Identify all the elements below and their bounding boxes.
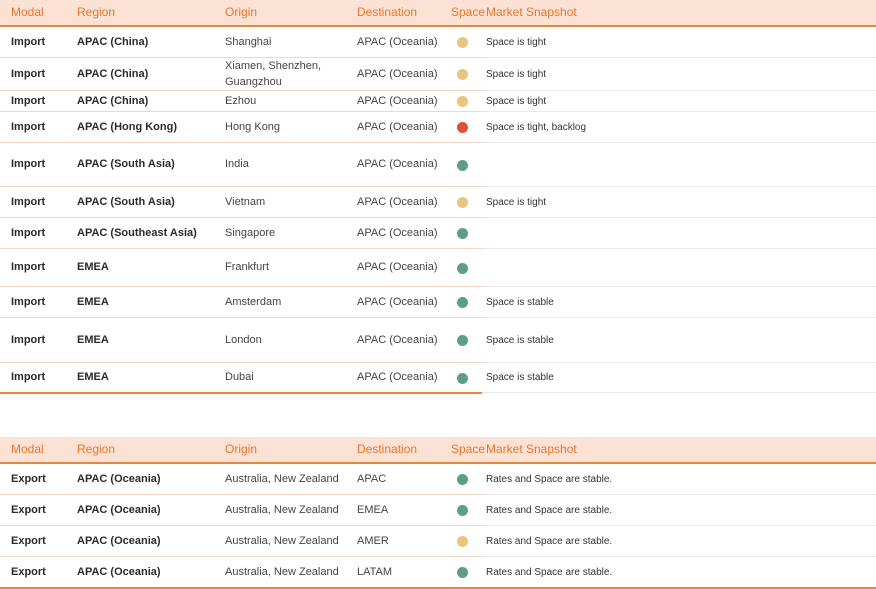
header-space: Space — [451, 5, 486, 19]
space-status-dot-green — [457, 263, 468, 274]
cell-origin: India — [225, 158, 249, 170]
header-origin: Origin — [225, 5, 258, 19]
table-row — [0, 91, 876, 112]
cell-modal: Import — [11, 36, 46, 48]
import-table-bottom-rule — [0, 392, 482, 394]
cell-market-snapshot: Rates and Space are stable. — [486, 567, 613, 578]
cell-region: APAC (Oceania) — [77, 535, 161, 547]
table-row — [0, 249, 876, 287]
cell-modal: Import — [11, 296, 46, 308]
cell-modal: Import — [11, 227, 46, 239]
cell-region: EMEA — [77, 334, 109, 346]
cell-modal: Export — [11, 504, 46, 516]
cell-region: APAC (China) — [77, 36, 149, 48]
cell-destination: APAC (Oceania) — [357, 95, 438, 107]
cell-region: EMEA — [77, 371, 109, 383]
cell-modal: Export — [11, 535, 46, 547]
cell-origin: Xiamen, Shenzhen, Guangzhou — [225, 60, 322, 88]
cell-destination: APAC (Oceania) — [357, 121, 438, 133]
table-row — [0, 495, 876, 526]
space-status-dot-amber — [457, 96, 468, 107]
space-status-dot-green — [457, 297, 468, 308]
cell-origin: Australia, New Zealand — [225, 473, 339, 485]
space-status-dot-green — [457, 505, 468, 516]
table-row — [0, 187, 876, 218]
header-market-snapshot: Market Snapshot — [486, 442, 577, 456]
cell-modal: Export — [11, 473, 46, 485]
cell-origin: Amsterdam — [225, 296, 282, 308]
cell-modal: Import — [11, 261, 46, 273]
cell-market-snapshot: Rates and Space are stable. — [486, 536, 613, 547]
cell-region: EMEA — [77, 261, 109, 273]
table-row — [0, 27, 876, 58]
cell-modal: Import — [11, 371, 46, 383]
import-table-header — [0, 0, 876, 27]
cell-market-snapshot: Space is stable — [486, 335, 554, 346]
header-destination: Destination — [357, 5, 418, 19]
cell-market-snapshot: Space is tight, backlog — [486, 122, 587, 133]
cell-destination: APAC (Oceania) — [357, 68, 438, 80]
cell-destination: APAC (Oceania) — [357, 296, 438, 308]
space-status-dot-green — [457, 160, 468, 171]
cell-region: APAC (South Asia) — [77, 158, 175, 170]
header-destination: Destination — [357, 442, 418, 456]
cell-destination: APAC — [357, 473, 387, 485]
header-space: Space — [451, 442, 486, 456]
header-origin: Origin — [225, 442, 258, 456]
space-status-dot-green — [457, 335, 468, 346]
table-row — [0, 363, 876, 393]
cell-market-snapshot: Space is tight — [486, 96, 547, 107]
header-region: Region — [77, 5, 116, 19]
cell-market-snapshot: Rates and Space are stable. — [486, 505, 613, 516]
header-market-snapshot: Market Snapshot — [486, 5, 577, 19]
row-divider — [484, 392, 876, 393]
header-modal: Modal — [11, 442, 44, 456]
cell-region: APAC (Oceania) — [77, 504, 161, 516]
table-row — [0, 287, 876, 318]
cell-modal: Import — [11, 196, 46, 208]
cell-origin: Vietnam — [225, 196, 266, 208]
cell-region: APAC (South Asia) — [77, 196, 175, 208]
cell-destination: APAC (Oceania) — [357, 227, 438, 239]
cell-modal: Import — [11, 95, 46, 107]
table-row — [0, 218, 876, 249]
cell-origin: Australia, New Zealand — [225, 535, 339, 547]
cell-origin: Ezhou — [225, 95, 257, 107]
cell-region: APAC (China) — [77, 95, 149, 107]
space-status-dot-amber — [457, 69, 468, 80]
space-status-dot-amber — [457, 37, 468, 48]
table-row — [0, 464, 876, 495]
cell-origin: London — [225, 334, 262, 346]
cell-origin: Hong Kong — [225, 121, 281, 133]
table-row — [0, 526, 876, 557]
cell-market-snapshot: Space is tight — [486, 69, 547, 80]
cell-destination: EMEA — [357, 504, 389, 516]
cell-destination: APAC (Oceania) — [357, 371, 438, 383]
cell-market-snapshot: Space is stable — [486, 297, 554, 308]
cell-destination: APAC (Oceania) — [357, 36, 438, 48]
cell-region: EMEA — [77, 296, 109, 308]
cell-destination: APAC (Oceania) — [357, 261, 438, 273]
space-status-dot-green — [457, 228, 468, 239]
cell-market-snapshot: Space is tight — [486, 197, 547, 208]
space-status-dot-green — [457, 474, 468, 485]
space-status-dot-red — [457, 122, 468, 133]
cell-modal: Export — [11, 566, 46, 578]
cell-region: APAC (China) — [77, 68, 149, 80]
table-row — [0, 143, 876, 187]
cell-region: APAC (Oceania) — [77, 473, 161, 485]
cell-market-snapshot: Space is tight — [486, 37, 547, 48]
cell-modal: Import — [11, 158, 46, 170]
header-modal: Modal — [11, 5, 44, 19]
cell-destination: APAC (Oceania) — [357, 158, 438, 170]
cell-market-snapshot: Space is stable — [486, 372, 554, 383]
header-region: Region — [77, 442, 116, 456]
cell-origin: Frankfurt — [225, 261, 270, 273]
space-status-dot-green — [457, 373, 468, 384]
cell-destination: LATAM — [357, 566, 393, 578]
cell-origin: Singapore — [225, 227, 276, 239]
cell-destination: AMER — [357, 535, 389, 547]
cell-region: APAC (Hong Kong) — [77, 121, 177, 133]
cell-region: APAC (Southeast Asia) — [77, 227, 197, 239]
table-row — [0, 58, 876, 91]
cell-origin: Australia, New Zealand — [225, 504, 339, 516]
cell-destination: APAC (Oceania) — [357, 196, 438, 208]
table-row — [0, 557, 876, 588]
space-status-dot-green — [457, 567, 468, 578]
space-status-dot-amber — [457, 536, 468, 547]
export-table-header — [0, 437, 876, 464]
cell-origin: Shanghai — [225, 36, 272, 48]
cell-region: APAC (Oceania) — [77, 566, 161, 578]
cell-modal: Import — [11, 334, 46, 346]
cell-market-snapshot: Rates and Space are stable. — [486, 474, 613, 485]
space-status-dot-amber — [457, 197, 468, 208]
cell-modal: Import — [11, 121, 46, 133]
cell-destination: APAC (Oceania) — [357, 334, 438, 346]
cell-origin: Dubai — [225, 371, 254, 383]
table-row — [0, 112, 876, 143]
cell-modal: Import — [11, 68, 46, 80]
cell-origin: Australia, New Zealand — [225, 566, 339, 578]
table-row — [0, 318, 876, 363]
